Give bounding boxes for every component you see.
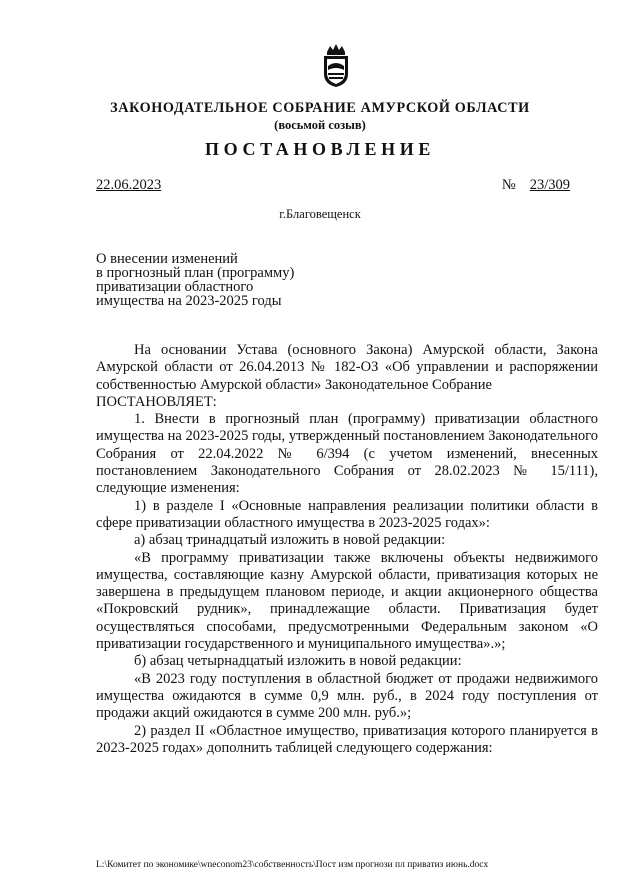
body-paragraph: «В 2023 году поступления в областной бюджет от продажи недвижимого имущества ожидаются в сумме 0,9 млн. руб., в 2024 году поступления от продажи акций ожидаются в сумме 200 млн. руб.»; (96, 670, 598, 722)
file-path-footer: L:\Комитет по экономике\wneconom23\собственность\Пост изм прогнози пл приватиз июнь.docx (96, 860, 489, 870)
subject-line: в прогнозный план (программу) (96, 265, 295, 281)
body-paragraph: На основании Устава (основного Закона) Амурской области, Закона Амурской области от 26.04.2013 № 182-ОЗ «Об управлении и распоряжении собственностью Амурской области» Законодательное Собрание (96, 342, 598, 393)
body-paragraph: 1) в разделе I «Основные направления реализации политики области в сфере приватизации областного имущества в 2023-2025 годах»: (96, 497, 598, 531)
body-paragraph: б) абзац четырнадцатый изложить в новой редакции: (134, 653, 462, 670)
city-label: г.Благовещенск (279, 207, 361, 221)
document-subject (96, 252, 336, 308)
body-paragraph: а) абзац тринадцатый изложить в новой редакции: (134, 532, 446, 549)
document-body (96, 342, 598, 757)
document-type-title: ПОСТАНОВЛЕНИЕ (205, 139, 435, 159)
resolution-keyword: ПОСТАНОВЛЯЕТ: (96, 393, 217, 410)
number-value: 23/309 (529, 177, 570, 193)
coat-of-arms-icon (322, 44, 350, 88)
body-paragraph: 1. Внести в прогнозный план (программу) приватизации областного имущества на 2023-2025 годы, утвержденный постановлением Законодательного Собрания от 22.04.2022 № 6/394 (с учетом изменений, внесенных постановлением Законодательного Собрания от 28.02.2023 № 15/111), следующие изменения: (96, 411, 598, 497)
organization-title: ЗАКОНОДАТЕЛЬНОЕ СОБРАНИЕ АМУРСКОЙ ОБЛАСТИ (110, 100, 530, 116)
convocation-label: (восьмой созыв) (274, 118, 366, 132)
document-number (502, 177, 570, 194)
subject-line: О внесении изменений (96, 251, 238, 267)
document-date: 22.06.2023 (96, 177, 162, 193)
body-paragraph: 2) раздел II «Областное имущество, приватизация которого планируется в 2023-2025 годах» дополнить таблицей следующего содержания: (96, 722, 598, 756)
subject-line: приватизации областного (96, 279, 254, 295)
number-sign: № (501, 177, 516, 193)
subject-line: имущества на 2023-2025 годы (96, 293, 282, 309)
body-paragraph: «В программу приватизации также включены объекты недвижимого имущества, составляющие казну Амурской области, приватизация которых не завершена в предыдущем плановом периоде, и акции акционерного общества «Покровский рудник», принадлежащие области. Приватизация будет осуществляться способами, предусмотренными Федеральным законом «О приватизации государственного и муниципального имущества».»; (96, 549, 598, 653)
